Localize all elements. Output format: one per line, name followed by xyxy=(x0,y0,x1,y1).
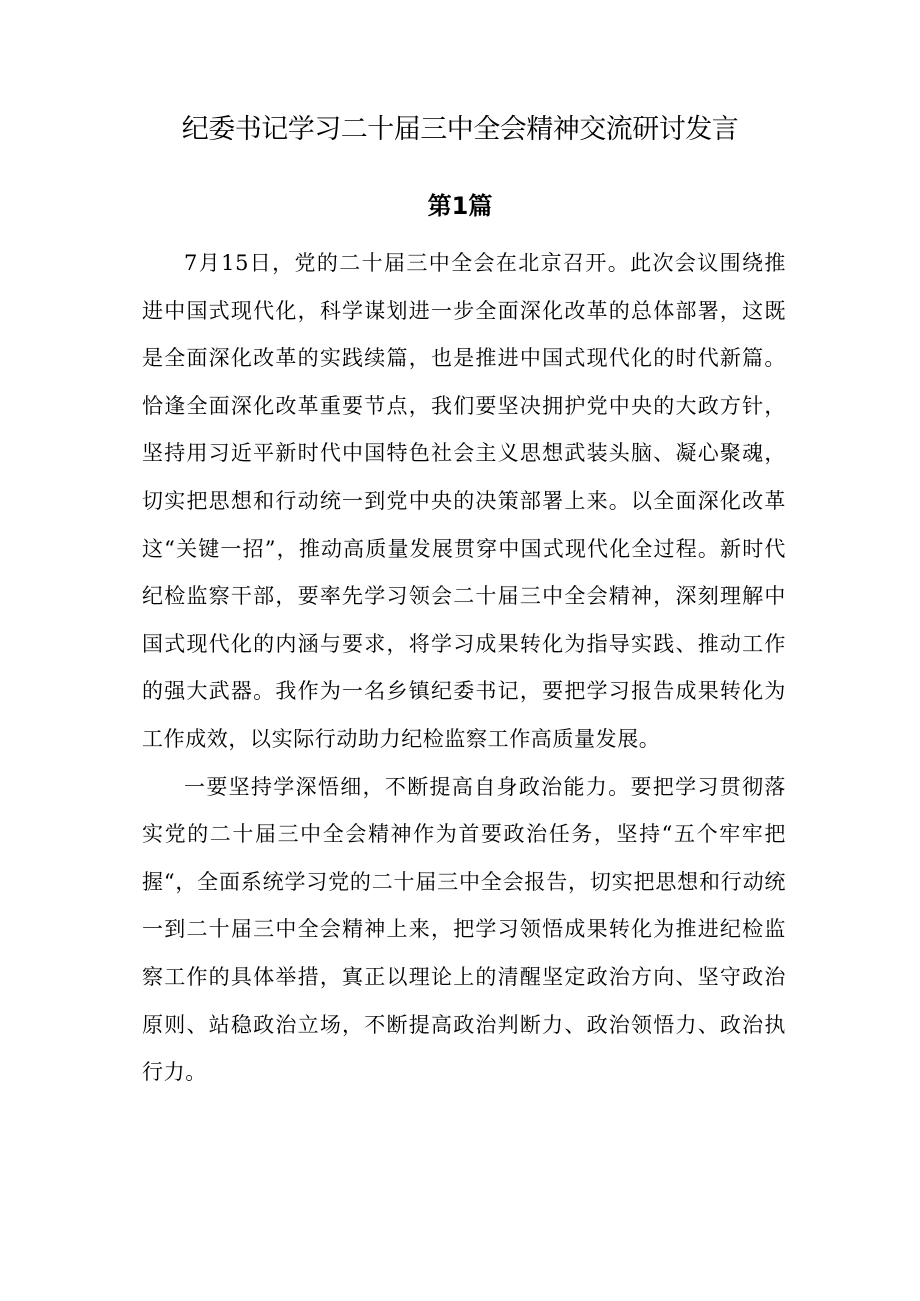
document-title: 纪委书记学习二十届三中全会精神交流研讨发言 xyxy=(181,114,739,145)
document-subtitle: 第1篇 xyxy=(427,192,493,220)
paragraph-1: 7月15日，党的二十届三中全会在北京召开。此次会议围绕推进中国式现代化，科学谋划进一步全面深化改革的总体部署，这既是全面深化改革的实践续篇，也是推进中国式现代化的时代新篇。恰逢全面深化改革重要节点，我们要坚决拥护党中央的大政方针，坚持用习近平新时代中国特色社会主义思想武装头脑、凝心聚魂，切实把思想和行动统一到党中央的决策部署上来。以全面深化改革这“关键一招”，推动高质量发展贯穿中国式现代化全过程。新时代纪检监察干部，要率先学习领会二十届三中全会精神，深刻理解中国式现代化的内涵与要求，将学习成果转化为指导实践、推动工作的强大武器。我作为一名乡镇纪委书记，要把学习报告成果转化为工作成效，以实际行动助力纪检监察工作高质量发展。 xyxy=(142,251,786,751)
paragraph-2: 一要坚持学深悟细，不断提高自身政治能力。要把学习贯彻落实党的二十届三中全会精神作为首要政治任务，坚持“五个牢牢把握“，全面系统学习党的二十届三中全会报告，切实把思想和行动统一到二十届三中全会精神上来，把学习领悟成果转化为推进纪检监察工作的具体举措，寘正以理论上的清醒坚定政治方向、坚守政治原则、站稳政治立场，不断提高政治判断力、政治领悟力、政治执行力。 xyxy=(142,774,786,1085)
document-body xyxy=(142,240,786,1097)
